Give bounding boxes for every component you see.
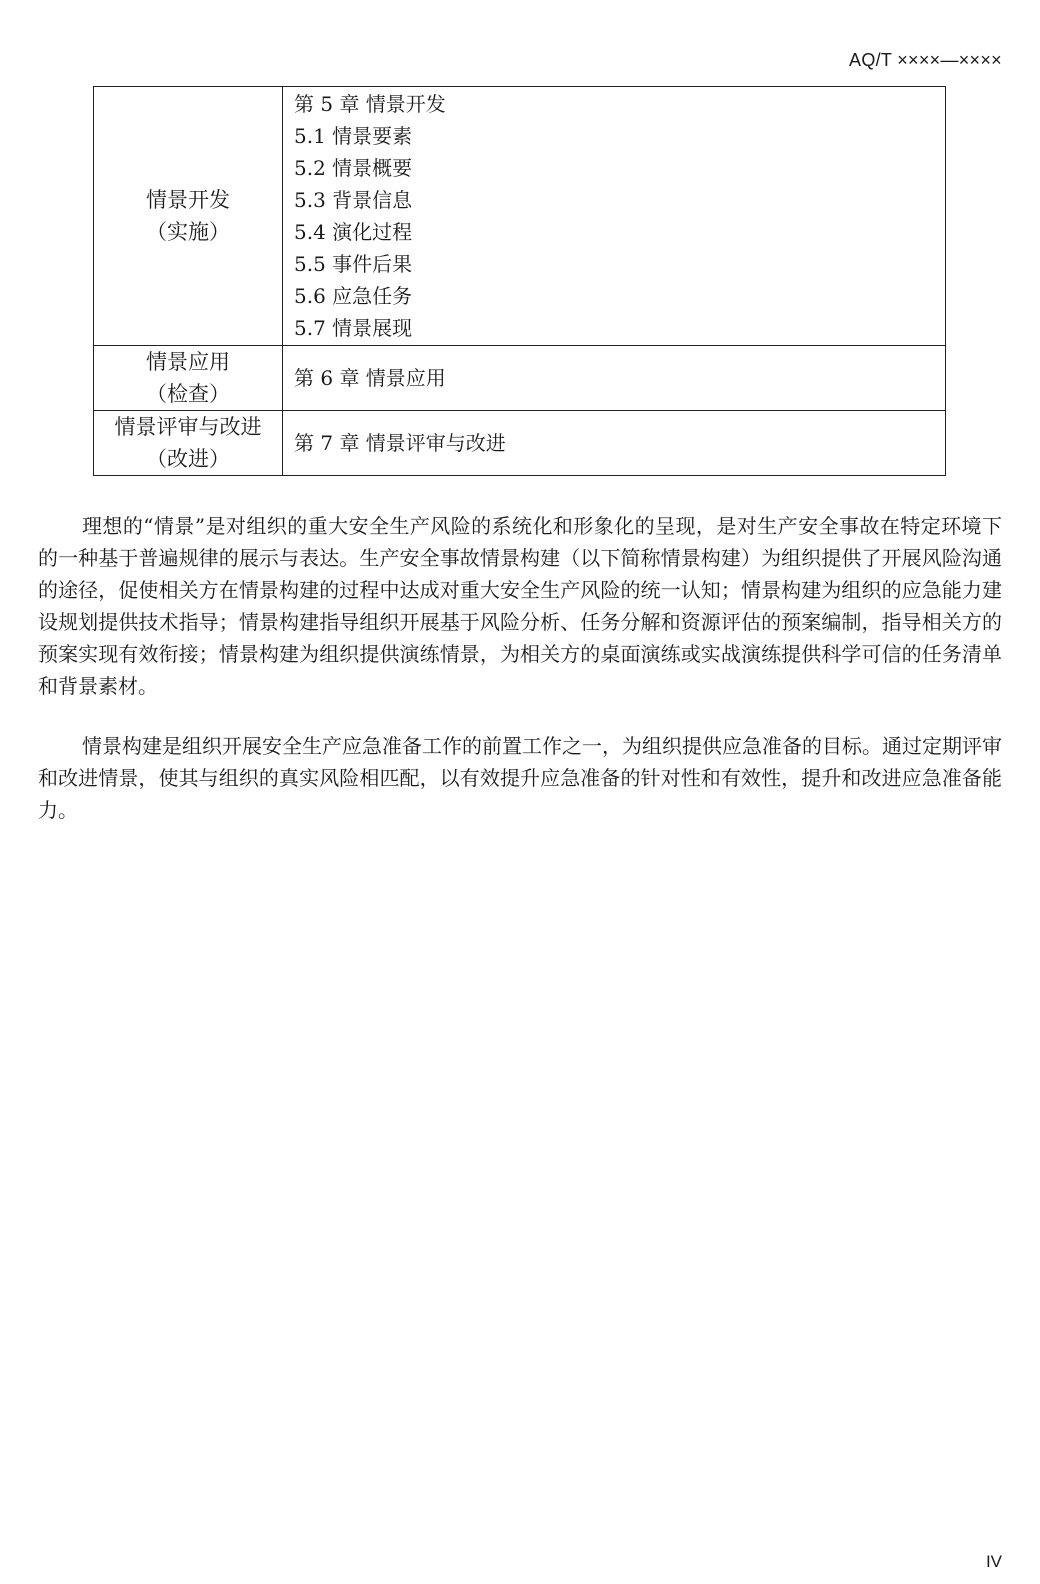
intro-paragraph: 情景构建是组织开展安全生产应急准备工作的前置工作之一，为组织提供应急准备的目标。通过定期评审和改进情景，使其与组织的真实风险相匹配，以有效提升应急准备的针对性和有效性，提升和改进应急准备能力。 [38,734,1002,822]
table-row [94,87,946,346]
table-row [94,411,946,476]
stage-phase: （检查） [146,382,230,406]
chapter-cell [283,87,946,346]
stage-cell [94,346,283,411]
stage-name: 情景应用 [146,350,230,374]
stage-cell [94,87,283,346]
stage-phase: （改进） [146,447,230,471]
section-item: 5.3 背景信息 [294,188,413,212]
table-row [94,346,946,411]
section-item: 5.4 演化过程 [294,220,413,244]
chapter-cell [283,411,946,476]
section-item: 5.5 事件后果 [294,252,413,276]
chapter-heading: 第 6 章 情景应用 [294,366,446,390]
section-item: 5.1 情景要素 [294,124,413,148]
stage-name: 情景评审与改进 [114,415,262,439]
page-number: IV [985,1552,1002,1571]
intro-paragraph: 理想的“情景”是对组织的重大安全生产风险的系统化和形象化的呈现，是对生产安全事故在特定环境下的一种基于普遍规律的展示与表达。生产安全事故情景构建（以下简称情景构建）为组织提供了开展风险沟通的途径，促使相关方在情景构建的过程中达成对重大安全生产风险的统一认知；情景构建为组织的应急能力建设规划提供技术指导；情景构建指导组织开展基于风险分析、任务分解和资源评估的预案编制，指导相关方的预案实现有效衔接；情景构建为组织提供演练情景，为相关方的桌面演练或实战演练提供科学可信的任务清单和背景素材。 [38,514,1002,698]
chapter-heading: 第 5 章 情景开发 [294,92,446,116]
stage-chapter-table [93,86,946,476]
chapter-heading: 第 7 章 情景评审与改进 [294,431,506,455]
stage-cell [94,411,283,476]
section-item: 5.6 应急任务 [294,284,413,308]
chapter-cell [283,346,946,411]
stage-name: 情景开发 [146,188,230,212]
section-item: 5.2 情景概要 [294,156,413,180]
stage-phase: （实施） [146,220,230,244]
document-code: AQ/T ××××—×××× [849,50,1002,70]
section-item: 5.7 情景展现 [294,316,413,340]
